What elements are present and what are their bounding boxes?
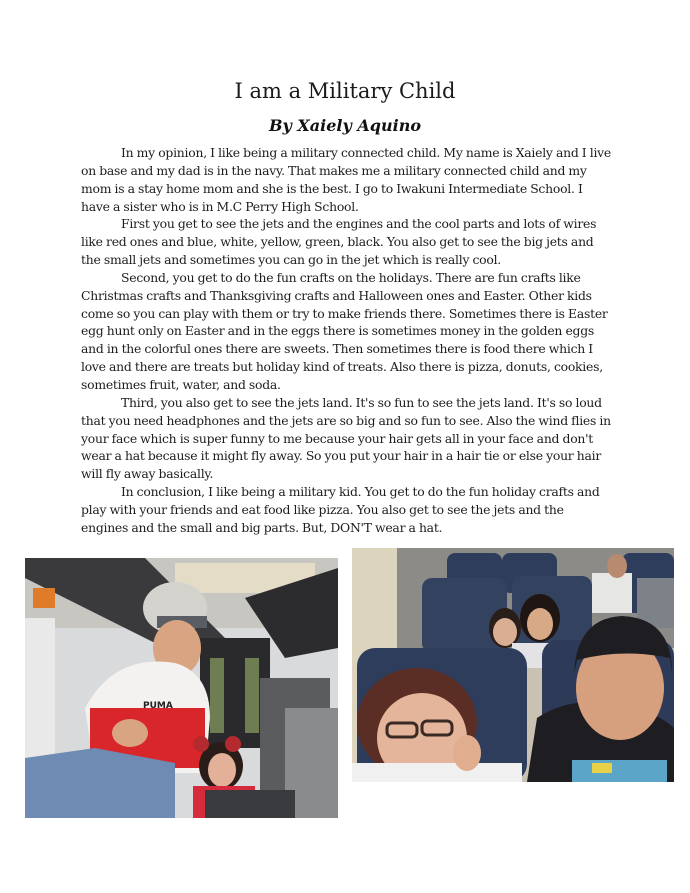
airplane-selfie-photo [352, 548, 674, 782]
essay-body [81, 144, 611, 537]
airplane-selfie-image [352, 548, 674, 782]
paragraph-second: Second, you get to do the fun crafts on the holidays. There are fun crafts like Christmas crafts and Thanksgiving crafts and Halloween ones and Easter. Other kids come so you can play with them or try to make friends there. Sometimes there is Easter egg hunt only on Easter and in the eggs there is sometimes money in the golden eggs and in the colorful ones there are sweets. Then sometimes there is food there which I love and there are treats but holiday kind of treats. Also there is pizza, donuts, cookies, sometimes fruit, water, and soda. [81, 269, 608, 392]
shirt-logo-text: PUMA [143, 701, 173, 711]
paragraph-third: Third, you also get to see the jets land. It's so fun to see the jets land. It's so loud that you need headphones and the jets are so big and so fun to see. Also the wind flies in your face which is super funny to me because your hair gets all in your face and don't wear a hat because it might fly away. So you put your hair in a hair tie or else your hair will fly away basically. [81, 394, 611, 482]
author-byline: By Xaiely Aquino [269, 116, 421, 135]
paragraph-conclusion: In conclusion, I like being a military kid. You get to do the fun holiday crafts and play with your friends and eat food like pizza. You also get to see the jets and the engines and the small and big parts. But, DON'T wear a hat. [81, 484, 600, 535]
paragraph-intro: In my opinion, I like being a military connected child. My name is Xaiely and I live on base and my dad is in the navy. That makes me a military connected child and my mom is a stay home mom and she is the best. I go to Iwakuni Intermediate School. I have a sister who is in M.C Perry High School. [81, 145, 611, 214]
jet-cockpit-photo [25, 558, 338, 818]
page-title: I am a Military Child [234, 79, 456, 103]
paragraph-first: First you get to see the jets and the engines and the cool parts and lots of wires like red ones and blue, white, yellow, green, black. You also get to see the big jets and the small jets and sometimes you can go in the jet which is really cool. [81, 216, 597, 268]
jet-cockpit-image [25, 558, 338, 818]
